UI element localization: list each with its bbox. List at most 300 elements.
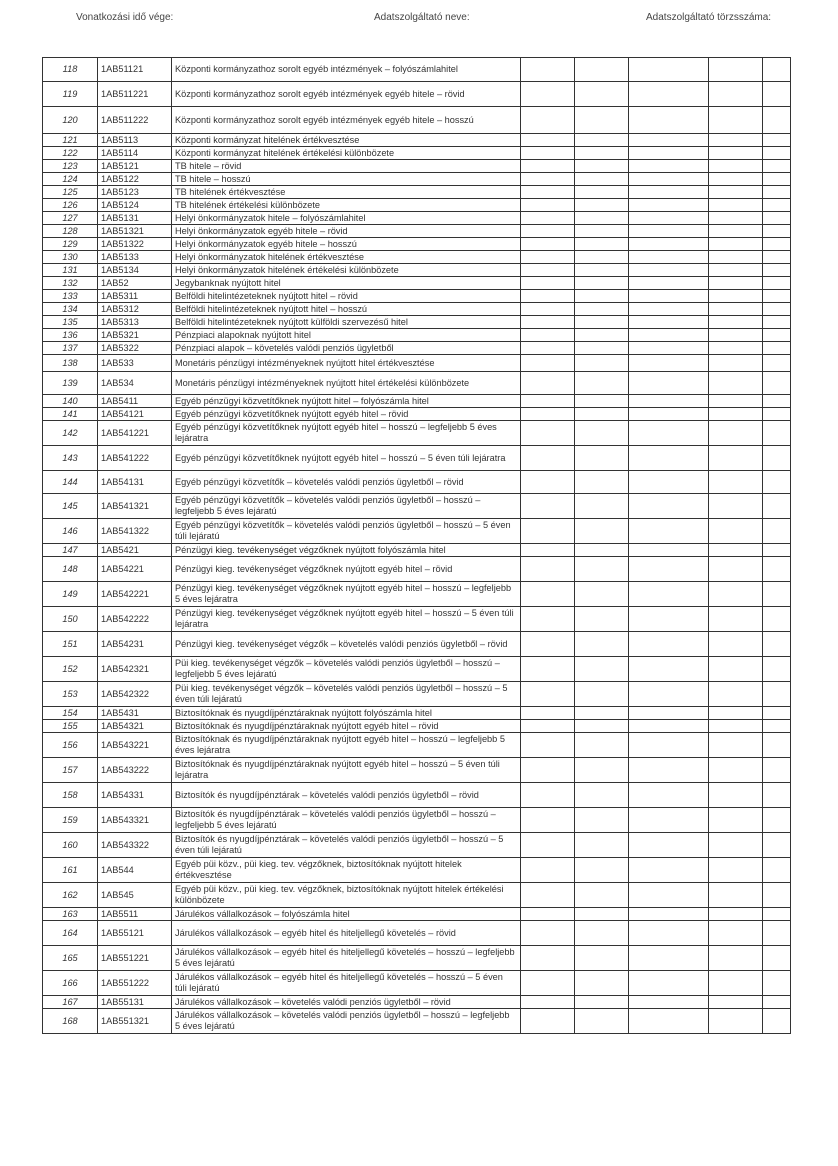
value-cell-2[interactable] xyxy=(575,971,629,996)
value-cell-1[interactable] xyxy=(521,494,575,519)
value-cell-1[interactable] xyxy=(521,212,575,225)
value-cell-3[interactable] xyxy=(629,395,709,408)
value-cell-2[interactable] xyxy=(575,494,629,519)
value-cell-1[interactable] xyxy=(521,921,575,946)
value-cell-5[interactable] xyxy=(763,160,791,173)
value-cell-1[interactable] xyxy=(521,303,575,316)
value-cell-3[interactable] xyxy=(629,225,709,238)
value-cell-5[interactable] xyxy=(763,303,791,316)
value-cell-4[interactable] xyxy=(709,519,763,544)
value-cell-1[interactable] xyxy=(521,733,575,758)
value-cell-3[interactable] xyxy=(629,908,709,921)
value-cell-4[interactable] xyxy=(709,290,763,303)
value-cell-2[interactable] xyxy=(575,758,629,783)
row-code: 1AB54121 xyxy=(98,408,172,421)
value-cell-4[interactable] xyxy=(709,858,763,883)
value-cell-3[interactable] xyxy=(629,758,709,783)
value-cell-5[interactable] xyxy=(763,471,791,494)
value-cell-3[interactable] xyxy=(629,277,709,290)
value-cell-2[interactable] xyxy=(575,290,629,303)
value-cell-2[interactable] xyxy=(575,372,629,395)
row-code: 1AB551221 xyxy=(98,946,172,971)
value-cell-1[interactable] xyxy=(521,107,575,134)
value-cell-1[interactable] xyxy=(521,355,575,372)
value-cell-1[interactable] xyxy=(521,199,575,212)
value-cell-4[interactable] xyxy=(709,186,763,199)
value-cell-4[interactable] xyxy=(709,395,763,408)
value-cell-5[interactable] xyxy=(763,107,791,134)
value-cell-4[interactable] xyxy=(709,720,763,733)
value-cell-3[interactable] xyxy=(629,632,709,657)
value-cell-4[interactable] xyxy=(709,783,763,808)
value-cell-1[interactable] xyxy=(521,160,575,173)
value-cell-1[interactable] xyxy=(521,632,575,657)
table-row xyxy=(43,160,791,173)
value-cell-1[interactable] xyxy=(521,833,575,858)
value-cell-5[interactable] xyxy=(763,199,791,212)
row-number: 126 xyxy=(43,199,98,212)
value-cell-5[interactable] xyxy=(763,733,791,758)
value-cell-3[interactable] xyxy=(629,657,709,682)
row-code: 1AB5431 xyxy=(98,707,172,720)
value-cell-3[interactable] xyxy=(629,471,709,494)
value-cell-5[interactable] xyxy=(763,544,791,557)
value-cell-1[interactable] xyxy=(521,582,575,607)
value-cell-1[interactable] xyxy=(521,290,575,303)
table-row xyxy=(43,147,791,160)
value-cell-1[interactable] xyxy=(521,808,575,833)
value-cell-1[interactable] xyxy=(521,251,575,264)
value-cell-4[interactable] xyxy=(709,833,763,858)
value-cell-2[interactable] xyxy=(575,58,629,82)
value-cell-2[interactable] xyxy=(575,858,629,883)
value-cell-5[interactable] xyxy=(763,58,791,82)
value-cell-3[interactable] xyxy=(629,557,709,582)
value-cell-2[interactable] xyxy=(575,238,629,251)
value-cell-5[interactable] xyxy=(763,342,791,355)
value-cell-1[interactable] xyxy=(521,173,575,186)
value-cell-3[interactable] xyxy=(629,199,709,212)
value-cell-1[interactable] xyxy=(521,421,575,446)
value-cell-3[interactable] xyxy=(629,147,709,160)
value-cell-4[interactable] xyxy=(709,632,763,657)
value-cell-4[interactable] xyxy=(709,996,763,1009)
value-cell-2[interactable] xyxy=(575,471,629,494)
table-row xyxy=(43,421,791,446)
value-cell-1[interactable] xyxy=(521,544,575,557)
value-cell-2[interactable] xyxy=(575,607,629,632)
value-cell-2[interactable] xyxy=(575,946,629,971)
value-cell-3[interactable] xyxy=(629,682,709,707)
value-cell-5[interactable] xyxy=(763,657,791,682)
value-cell-4[interactable] xyxy=(709,238,763,251)
row-number: 124 xyxy=(43,173,98,186)
value-cell-4[interactable] xyxy=(709,971,763,996)
value-cell-1[interactable] xyxy=(521,471,575,494)
value-cell-4[interactable] xyxy=(709,421,763,446)
value-cell-3[interactable] xyxy=(629,355,709,372)
value-cell-3[interactable] xyxy=(629,971,709,996)
value-cell-4[interactable] xyxy=(709,107,763,134)
row-number: 136 xyxy=(43,329,98,342)
value-cell-3[interactable] xyxy=(629,160,709,173)
value-cell-3[interactable] xyxy=(629,251,709,264)
value-cell-2[interactable] xyxy=(575,212,629,225)
value-cell-2[interactable] xyxy=(575,264,629,277)
value-cell-4[interactable] xyxy=(709,251,763,264)
value-cell-4[interactable] xyxy=(709,264,763,277)
value-cell-4[interactable] xyxy=(709,1009,763,1034)
value-cell-1[interactable] xyxy=(521,519,575,544)
value-cell-3[interactable] xyxy=(629,808,709,833)
value-cell-2[interactable] xyxy=(575,408,629,421)
table-row xyxy=(43,186,791,199)
value-cell-2[interactable] xyxy=(575,82,629,107)
value-cell-3[interactable] xyxy=(629,342,709,355)
row-number: 160 xyxy=(43,833,98,858)
value-cell-1[interactable] xyxy=(521,408,575,421)
value-cell-1[interactable] xyxy=(521,342,575,355)
value-cell-5[interactable] xyxy=(763,858,791,883)
value-cell-2[interactable] xyxy=(575,883,629,908)
value-cell-2[interactable] xyxy=(575,783,629,808)
value-cell-5[interactable] xyxy=(763,1009,791,1034)
row-number: 164 xyxy=(43,921,98,946)
value-cell-5[interactable] xyxy=(763,682,791,707)
value-cell-3[interactable] xyxy=(629,408,709,421)
value-cell-2[interactable] xyxy=(575,107,629,134)
value-cell-4[interactable] xyxy=(709,808,763,833)
value-cell-1[interactable] xyxy=(521,946,575,971)
value-cell-2[interactable] xyxy=(575,329,629,342)
value-cell-5[interactable] xyxy=(763,582,791,607)
value-cell-3[interactable] xyxy=(629,544,709,557)
value-cell-5[interactable] xyxy=(763,720,791,733)
value-cell-3[interactable] xyxy=(629,134,709,147)
value-cell-1[interactable] xyxy=(521,225,575,238)
value-cell-1[interactable] xyxy=(521,971,575,996)
value-cell-1[interactable] xyxy=(521,238,575,251)
value-cell-5[interactable] xyxy=(763,147,791,160)
value-cell-5[interactable] xyxy=(763,173,791,186)
value-cell-2[interactable] xyxy=(575,720,629,733)
value-cell-3[interactable] xyxy=(629,173,709,186)
value-cell-2[interactable] xyxy=(575,707,629,720)
value-cell-2[interactable] xyxy=(575,921,629,946)
value-cell-1[interactable] xyxy=(521,372,575,395)
value-cell-5[interactable] xyxy=(763,316,791,329)
row-description: Egyéb pénzügyi közvetítőknek nyújtott hitel – folyószámla hitel xyxy=(172,395,521,408)
value-cell-1[interactable] xyxy=(521,186,575,199)
value-cell-4[interactable] xyxy=(709,173,763,186)
value-cell-2[interactable] xyxy=(575,395,629,408)
value-cell-5[interactable] xyxy=(763,186,791,199)
value-cell-3[interactable] xyxy=(629,707,709,720)
value-cell-4[interactable] xyxy=(709,883,763,908)
value-cell-2[interactable] xyxy=(575,908,629,921)
value-cell-1[interactable] xyxy=(521,883,575,908)
value-cell-5[interactable] xyxy=(763,212,791,225)
value-cell-3[interactable] xyxy=(629,58,709,82)
value-cell-2[interactable] xyxy=(575,833,629,858)
value-cell-3[interactable] xyxy=(629,372,709,395)
row-description: Biztosítóknak és nyugdíjpénztáraknak nyújtott egyéb hitel – hosszú – 5 éven túli lejáratra xyxy=(172,758,521,783)
value-cell-5[interactable] xyxy=(763,883,791,908)
value-cell-5[interactable] xyxy=(763,607,791,632)
value-cell-5[interactable] xyxy=(763,707,791,720)
row-description: Helyi önkormányzatok hitelének értékelési különbözete xyxy=(172,264,521,277)
value-cell-3[interactable] xyxy=(629,107,709,134)
value-cell-4[interactable] xyxy=(709,134,763,147)
value-cell-4[interactable] xyxy=(709,946,763,971)
row-number: 140 xyxy=(43,395,98,408)
value-cell-4[interactable] xyxy=(709,557,763,582)
row-description: Belföldi hitelintézeteknek nyújtott hitel – rövid xyxy=(172,290,521,303)
value-cell-4[interactable] xyxy=(709,494,763,519)
value-cell-3[interactable] xyxy=(629,582,709,607)
table-row xyxy=(43,707,791,720)
value-cell-1[interactable] xyxy=(521,1009,575,1034)
value-cell-2[interactable] xyxy=(575,160,629,173)
value-cell-5[interactable] xyxy=(763,494,791,519)
value-cell-5[interactable] xyxy=(763,921,791,946)
value-cell-2[interactable] xyxy=(575,316,629,329)
value-cell-4[interactable] xyxy=(709,82,763,107)
row-description: Jegybanknak nyújtott hitel xyxy=(172,277,521,290)
value-cell-4[interactable] xyxy=(709,160,763,173)
value-cell-3[interactable] xyxy=(629,1009,709,1034)
value-cell-4[interactable] xyxy=(709,225,763,238)
value-cell-5[interactable] xyxy=(763,264,791,277)
value-cell-4[interactable] xyxy=(709,682,763,707)
row-number: 129 xyxy=(43,238,98,251)
table-row xyxy=(43,996,791,1009)
value-cell-2[interactable] xyxy=(575,225,629,238)
row-number: 138 xyxy=(43,355,98,372)
value-cell-5[interactable] xyxy=(763,908,791,921)
value-cell-2[interactable] xyxy=(575,632,629,657)
value-cell-5[interactable] xyxy=(763,421,791,446)
value-cell-1[interactable] xyxy=(521,607,575,632)
value-cell-3[interactable] xyxy=(629,996,709,1009)
value-cell-4[interactable] xyxy=(709,544,763,557)
row-number: 120 xyxy=(43,107,98,134)
value-cell-5[interactable] xyxy=(763,251,791,264)
value-cell-3[interactable] xyxy=(629,186,709,199)
value-cell-1[interactable] xyxy=(521,758,575,783)
value-cell-5[interactable] xyxy=(763,225,791,238)
row-description: Járulékos vállalkozások – egyéb hitel és hiteljellegű követelés – hosszú – 5 éven túli lejáratú xyxy=(172,971,521,996)
value-cell-3[interactable] xyxy=(629,720,709,733)
row-code: 1AB5123 xyxy=(98,186,172,199)
value-cell-5[interactable] xyxy=(763,971,791,996)
value-cell-2[interactable] xyxy=(575,733,629,758)
row-description: Járulékos vállalkozások – követelés valódi penziós ügyletből – rövid xyxy=(172,996,521,1009)
value-cell-1[interactable] xyxy=(521,783,575,808)
table-row xyxy=(43,199,791,212)
row-number: 142 xyxy=(43,421,98,446)
value-cell-4[interactable] xyxy=(709,582,763,607)
value-cell-2[interactable] xyxy=(575,342,629,355)
value-cell-5[interactable] xyxy=(763,783,791,808)
value-cell-1[interactable] xyxy=(521,657,575,682)
value-cell-3[interactable] xyxy=(629,82,709,107)
value-cell-1[interactable] xyxy=(521,58,575,82)
value-cell-3[interactable] xyxy=(629,783,709,808)
value-cell-4[interactable] xyxy=(709,908,763,921)
row-code: 1AB542222 xyxy=(98,607,172,632)
value-cell-1[interactable] xyxy=(521,446,575,471)
value-cell-1[interactable] xyxy=(521,277,575,290)
value-cell-4[interactable] xyxy=(709,471,763,494)
value-cell-2[interactable] xyxy=(575,544,629,557)
value-cell-5[interactable] xyxy=(763,372,791,395)
value-cell-3[interactable] xyxy=(629,303,709,316)
value-cell-4[interactable] xyxy=(709,372,763,395)
value-cell-5[interactable] xyxy=(763,519,791,544)
value-cell-3[interactable] xyxy=(629,238,709,251)
value-cell-4[interactable] xyxy=(709,199,763,212)
value-cell-4[interactable] xyxy=(709,277,763,290)
value-cell-5[interactable] xyxy=(763,808,791,833)
row-code: 1AB5133 xyxy=(98,251,172,264)
value-cell-1[interactable] xyxy=(521,264,575,277)
value-cell-2[interactable] xyxy=(575,173,629,186)
value-cell-3[interactable] xyxy=(629,446,709,471)
row-number: 163 xyxy=(43,908,98,921)
value-cell-4[interactable] xyxy=(709,303,763,316)
value-cell-5[interactable] xyxy=(763,408,791,421)
value-cell-1[interactable] xyxy=(521,557,575,582)
value-cell-1[interactable] xyxy=(521,134,575,147)
value-cell-3[interactable] xyxy=(629,316,709,329)
value-cell-3[interactable] xyxy=(629,607,709,632)
value-cell-3[interactable] xyxy=(629,733,709,758)
value-cell-3[interactable] xyxy=(629,421,709,446)
value-cell-4[interactable] xyxy=(709,758,763,783)
value-cell-2[interactable] xyxy=(575,808,629,833)
value-cell-5[interactable] xyxy=(763,134,791,147)
value-cell-5[interactable] xyxy=(763,446,791,471)
value-cell-4[interactable] xyxy=(709,212,763,225)
table-row xyxy=(43,946,791,971)
value-cell-4[interactable] xyxy=(709,446,763,471)
row-description: Pénzügyi kieg. tevékenységet végzőknek nyújtott egyéb hitel – hosszú – 5 éven túli lejáratra xyxy=(172,607,521,632)
row-description: Pénzügyi kieg. tevékenységet végzőknek nyújtott egyéb hitel – hosszú – legfeljebb 5 éves lejáratra xyxy=(172,582,521,607)
table-row xyxy=(43,342,791,355)
value-cell-2[interactable] xyxy=(575,134,629,147)
value-cell-1[interactable] xyxy=(521,329,575,342)
value-cell-2[interactable] xyxy=(575,303,629,316)
value-cell-4[interactable] xyxy=(709,342,763,355)
value-cell-4[interactable] xyxy=(709,408,763,421)
value-cell-5[interactable] xyxy=(763,946,791,971)
value-cell-2[interactable] xyxy=(575,186,629,199)
value-cell-4[interactable] xyxy=(709,607,763,632)
value-cell-3[interactable] xyxy=(629,921,709,946)
value-cell-1[interactable] xyxy=(521,316,575,329)
table-row xyxy=(43,134,791,147)
table-row xyxy=(43,82,791,107)
value-cell-1[interactable] xyxy=(521,395,575,408)
value-cell-3[interactable] xyxy=(629,290,709,303)
value-cell-3[interactable] xyxy=(629,858,709,883)
value-cell-3[interactable] xyxy=(629,329,709,342)
value-cell-1[interactable] xyxy=(521,147,575,160)
value-cell-2[interactable] xyxy=(575,557,629,582)
value-cell-1[interactable] xyxy=(521,996,575,1009)
table-row xyxy=(43,277,791,290)
value-cell-5[interactable] xyxy=(763,833,791,858)
value-cell-2[interactable] xyxy=(575,147,629,160)
value-cell-2[interactable] xyxy=(575,519,629,544)
row-description: TB hitele – rövid xyxy=(172,160,521,173)
value-cell-2[interactable] xyxy=(575,199,629,212)
value-cell-2[interactable] xyxy=(575,1009,629,1034)
value-cell-4[interactable] xyxy=(709,147,763,160)
value-cell-3[interactable] xyxy=(629,883,709,908)
value-cell-5[interactable] xyxy=(763,557,791,582)
value-cell-4[interactable] xyxy=(709,707,763,720)
value-cell-2[interactable] xyxy=(575,446,629,471)
value-cell-5[interactable] xyxy=(763,996,791,1009)
value-cell-5[interactable] xyxy=(763,632,791,657)
value-cell-4[interactable] xyxy=(709,316,763,329)
value-cell-4[interactable] xyxy=(709,329,763,342)
table-row xyxy=(43,544,791,557)
value-cell-5[interactable] xyxy=(763,290,791,303)
value-cell-3[interactable] xyxy=(629,519,709,544)
value-cell-3[interactable] xyxy=(629,494,709,519)
row-code: 1AB542321 xyxy=(98,657,172,682)
value-cell-3[interactable] xyxy=(629,833,709,858)
value-cell-2[interactable] xyxy=(575,355,629,372)
value-cell-5[interactable] xyxy=(763,238,791,251)
value-cell-2[interactable] xyxy=(575,582,629,607)
value-cell-1[interactable] xyxy=(521,682,575,707)
row-code: 1AB551321 xyxy=(98,1009,172,1034)
value-cell-4[interactable] xyxy=(709,58,763,82)
value-cell-5[interactable] xyxy=(763,355,791,372)
value-cell-5[interactable] xyxy=(763,758,791,783)
value-cell-3[interactable] xyxy=(629,946,709,971)
value-cell-3[interactable] xyxy=(629,264,709,277)
value-cell-5[interactable] xyxy=(763,277,791,290)
value-cell-5[interactable] xyxy=(763,82,791,107)
value-cell-4[interactable] xyxy=(709,657,763,682)
row-number: 130 xyxy=(43,251,98,264)
value-cell-2[interactable] xyxy=(575,277,629,290)
value-cell-5[interactable] xyxy=(763,329,791,342)
value-cell-2[interactable] xyxy=(575,682,629,707)
value-cell-3[interactable] xyxy=(629,212,709,225)
value-cell-4[interactable] xyxy=(709,355,763,372)
value-cell-2[interactable] xyxy=(575,421,629,446)
value-cell-4[interactable] xyxy=(709,733,763,758)
value-cell-2[interactable] xyxy=(575,251,629,264)
value-cell-1[interactable] xyxy=(521,908,575,921)
value-cell-2[interactable] xyxy=(575,657,629,682)
value-cell-4[interactable] xyxy=(709,921,763,946)
value-cell-1[interactable] xyxy=(521,858,575,883)
value-cell-5[interactable] xyxy=(763,395,791,408)
value-cell-1[interactable] xyxy=(521,720,575,733)
value-cell-2[interactable] xyxy=(575,996,629,1009)
value-cell-1[interactable] xyxy=(521,82,575,107)
row-number: 158 xyxy=(43,783,98,808)
value-cell-1[interactable] xyxy=(521,707,575,720)
row-number: 152 xyxy=(43,657,98,682)
